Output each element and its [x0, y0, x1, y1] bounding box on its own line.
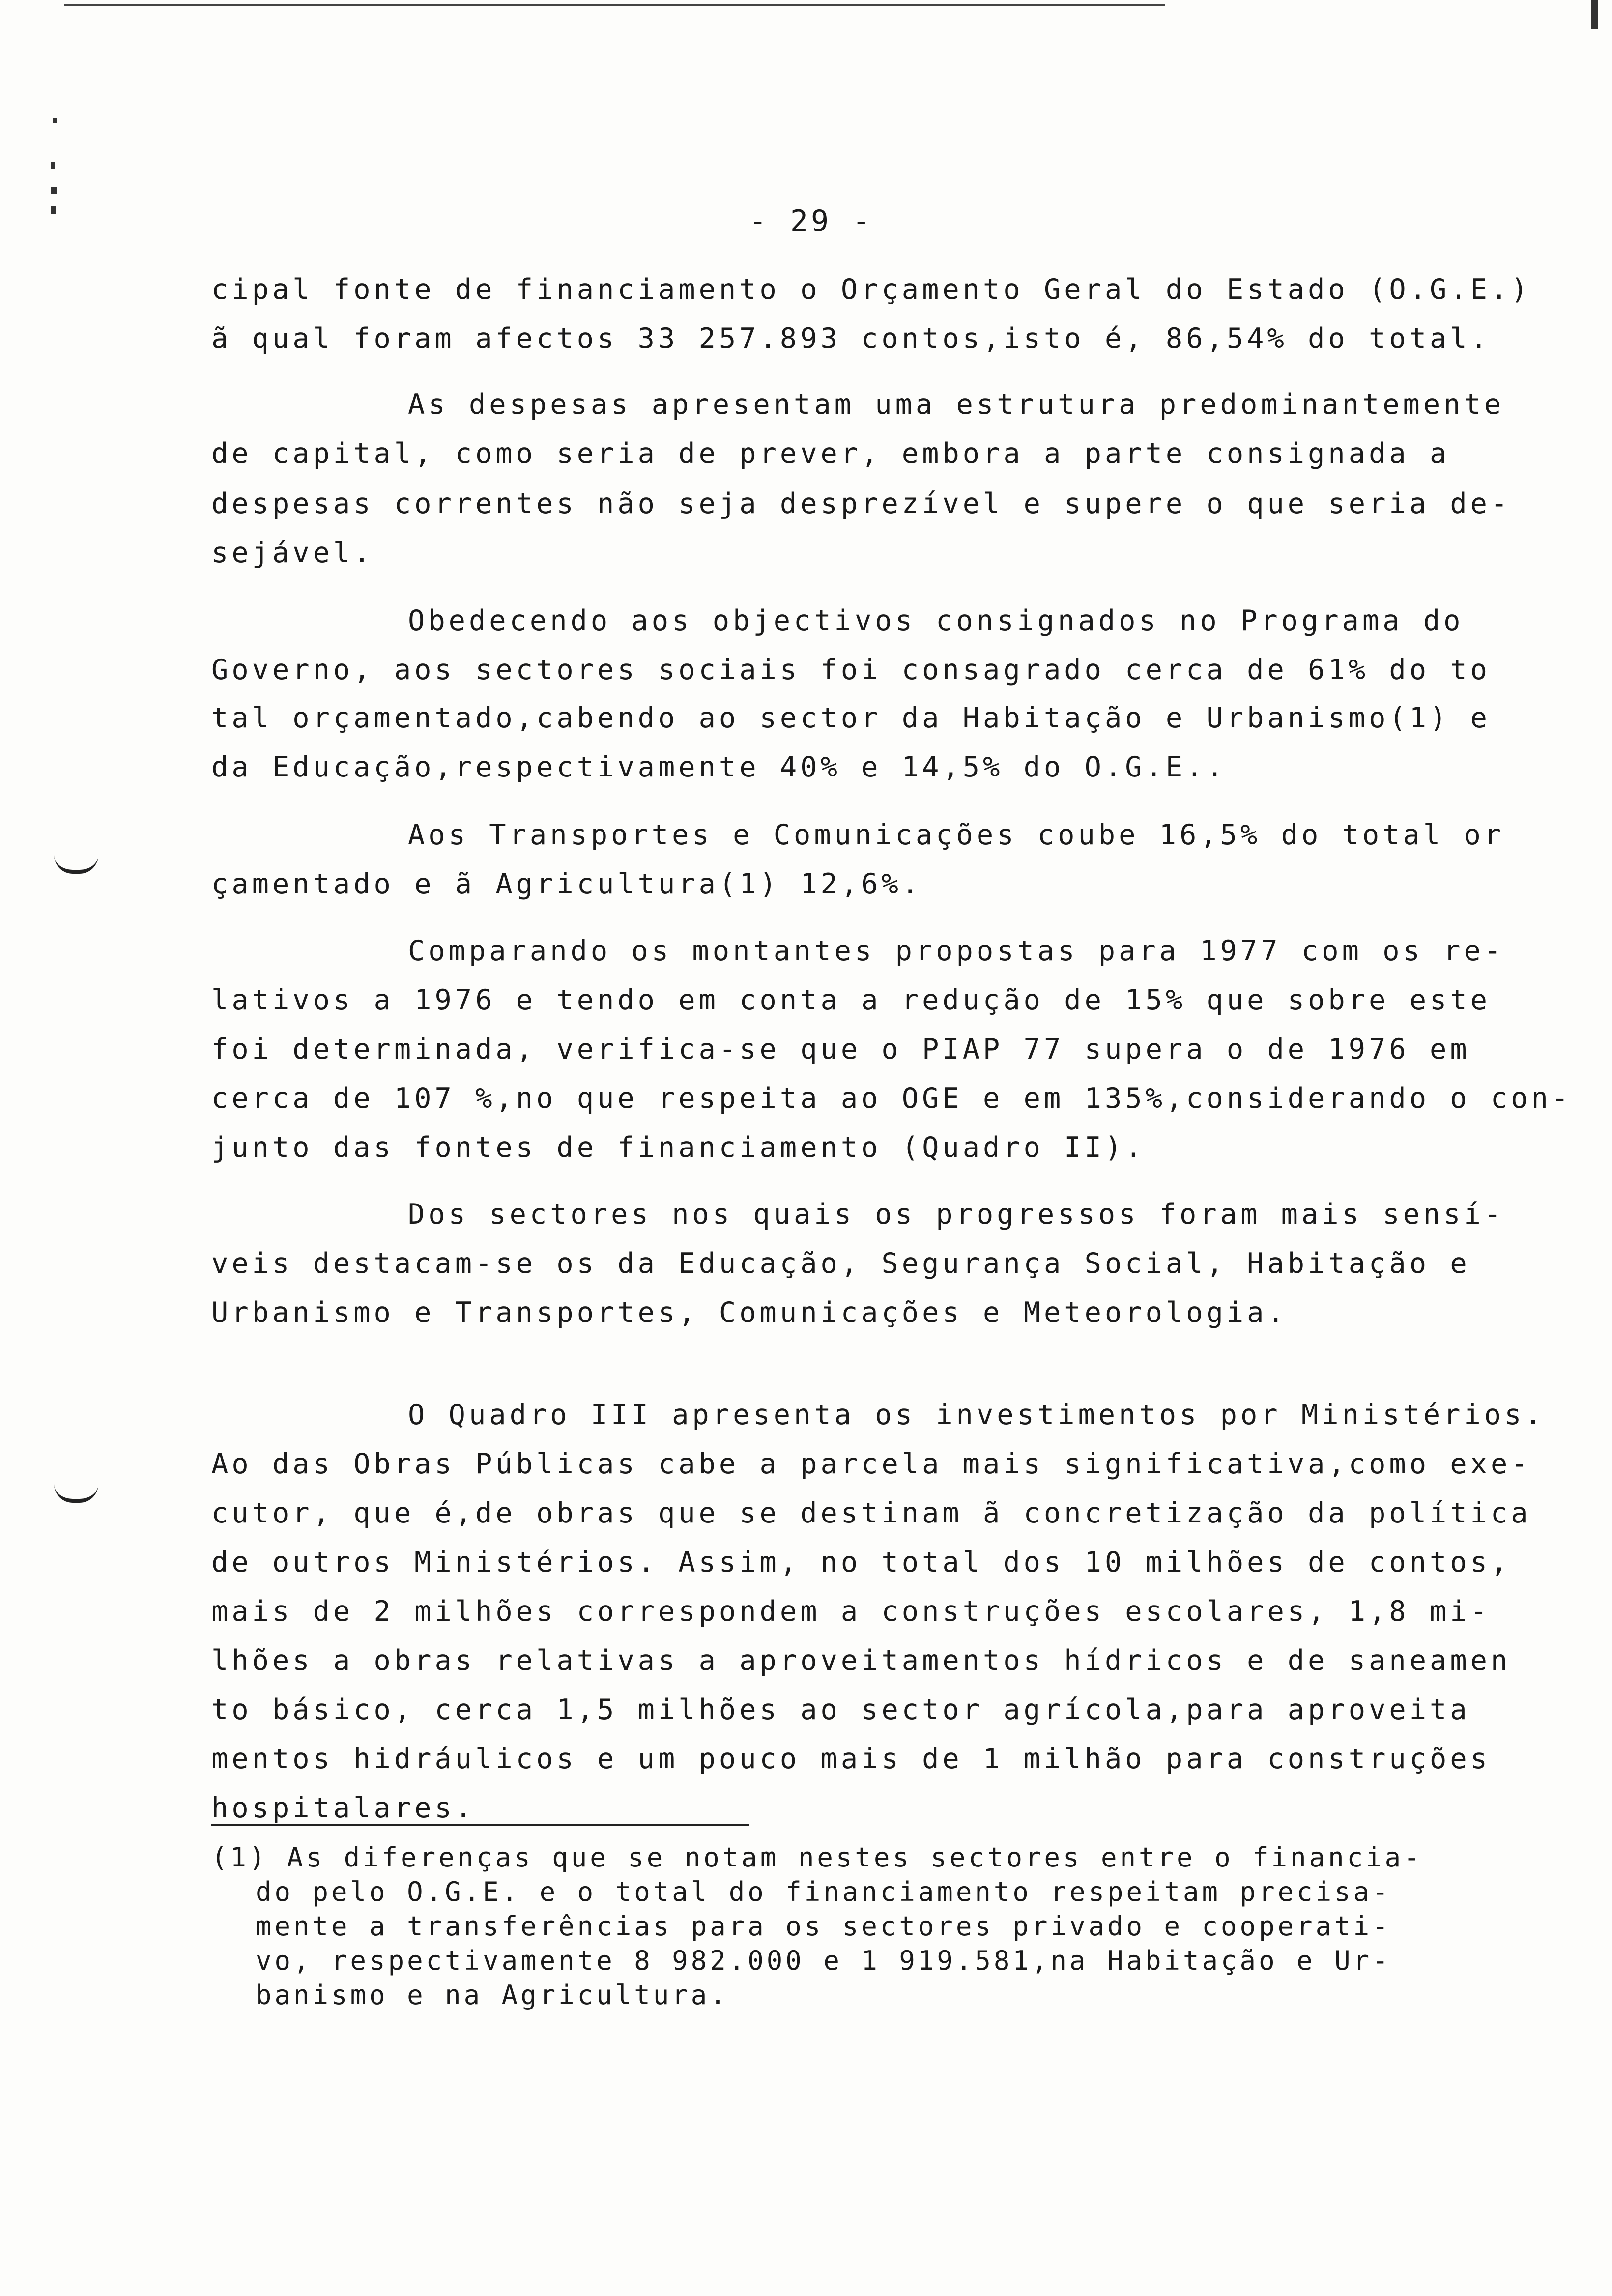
footnote-line: banismo e na Agricultura.: [256, 1980, 729, 2010]
text-line: As despesas apresentam uma estrutura predominantemente: [408, 388, 1505, 421]
text-line: O Quadro III apresenta os investimentos por Ministérios.: [408, 1399, 1545, 1431]
text-line: lativos a 1976 e tendo em conta a redução de 15% que sobre este: [211, 984, 1491, 1016]
text-line: Aos Transportes e Comunicações coube 16,5% do total or: [408, 819, 1505, 851]
footnote-line: (1) As diferenças que se notam nestes sectores entre o financia-: [211, 1842, 1423, 1873]
text-line: tal orçamentado,cabendo ao sector da Habitação e Urbanismo(1) e: [211, 702, 1491, 734]
footnote-line: do pelo O.G.E. e o total do financiamento respeitam precisa-: [256, 1876, 1391, 1907]
page-number: - 29 -: [748, 204, 873, 238]
margin-curve: [54, 855, 98, 874]
margin-mark: [51, 162, 55, 169]
margin-curve: [54, 1484, 98, 1503]
text-line: Urbanismo e Transportes, Comunicações e Meteorologia.: [211, 1296, 1288, 1329]
text-line: despesas correntes não seja desprezível e supere o que seria de-: [211, 488, 1511, 520]
text-line: cutor, que é,de obras que se destinam ã concretização da política: [211, 1497, 1531, 1529]
text-line: Comparando os montantes propostas para 1977 com os re-: [408, 935, 1505, 967]
footnote-rule: [211, 1824, 749, 1826]
text-line: cerca de 107 %,no que respeita ao OGE e em 135%,considerando o con-: [211, 1082, 1572, 1115]
text-line: Dos sectores nos quais os progressos foram mais sensí-: [408, 1198, 1505, 1231]
text-line: Governo, aos sectores sociais foi consagrado cerca de 61% do to: [211, 654, 1491, 686]
text-line: cipal fonte de financiamento o Orçamento Geral do Estado (O.G.E.): [211, 273, 1531, 306]
margin-mark: [51, 187, 57, 194]
footnote-line: vo, respectivamente 8 982.000 e 1 919.581,na Habitação e Ur-: [256, 1945, 1391, 1976]
top-rule: [64, 4, 1165, 6]
text-line: mentos hidráulicos e um pouco mais de 1 milhão para construções: [211, 1743, 1491, 1775]
margin-mark: [1591, 0, 1598, 29]
text-line: de outros Ministérios. Assim, no total dos 10 milhões de contos,: [211, 1546, 1511, 1578]
text-line: Ao das Obras Públicas cabe a parcela mais significativa,como exe-: [211, 1448, 1531, 1480]
text-line: sejável.: [211, 537, 374, 569]
footnote-line: mente a transferências para os sectores privado e cooperati-: [256, 1911, 1391, 1942]
text-line: ã qual foram afectos 33 257.893 contos,isto é, 86,54% do total.: [211, 322, 1491, 355]
text-line: lhões a obras relativas a aproveitamentos hídricos e de saneamen: [211, 1644, 1511, 1677]
margin-mark: [51, 206, 56, 214]
text-line: da Educação,respectivamente 40% e 14,5% do O.G.E..: [211, 751, 1227, 783]
text-line: Obedecendo aos objectivos consignados no Programa do: [408, 604, 1464, 637]
text-line: de capital, como seria de prever, embora a parte consignada a: [211, 437, 1450, 470]
text-line: mais de 2 milhões correspondem a construções escolares, 1,8 mi-: [211, 1595, 1491, 1628]
text-line: hospitalares.: [211, 1792, 476, 1824]
text-line: foi determinada, verifica-se que o PIAP 77 supera o de 1976 em: [211, 1033, 1470, 1065]
text-line: çamentado e ã Agricultura(1) 12,6%.: [211, 868, 922, 900]
text-line: junto das fontes de financiamento (Quadro II).: [211, 1131, 1146, 1164]
text-line: to básico, cerca 1,5 milhões ao sector agrícola,para aproveita: [211, 1693, 1470, 1726]
margin-mark: [53, 118, 57, 123]
text-line: veis destacam-se os da Educação, Segurança Social, Habitação e: [211, 1247, 1470, 1280]
